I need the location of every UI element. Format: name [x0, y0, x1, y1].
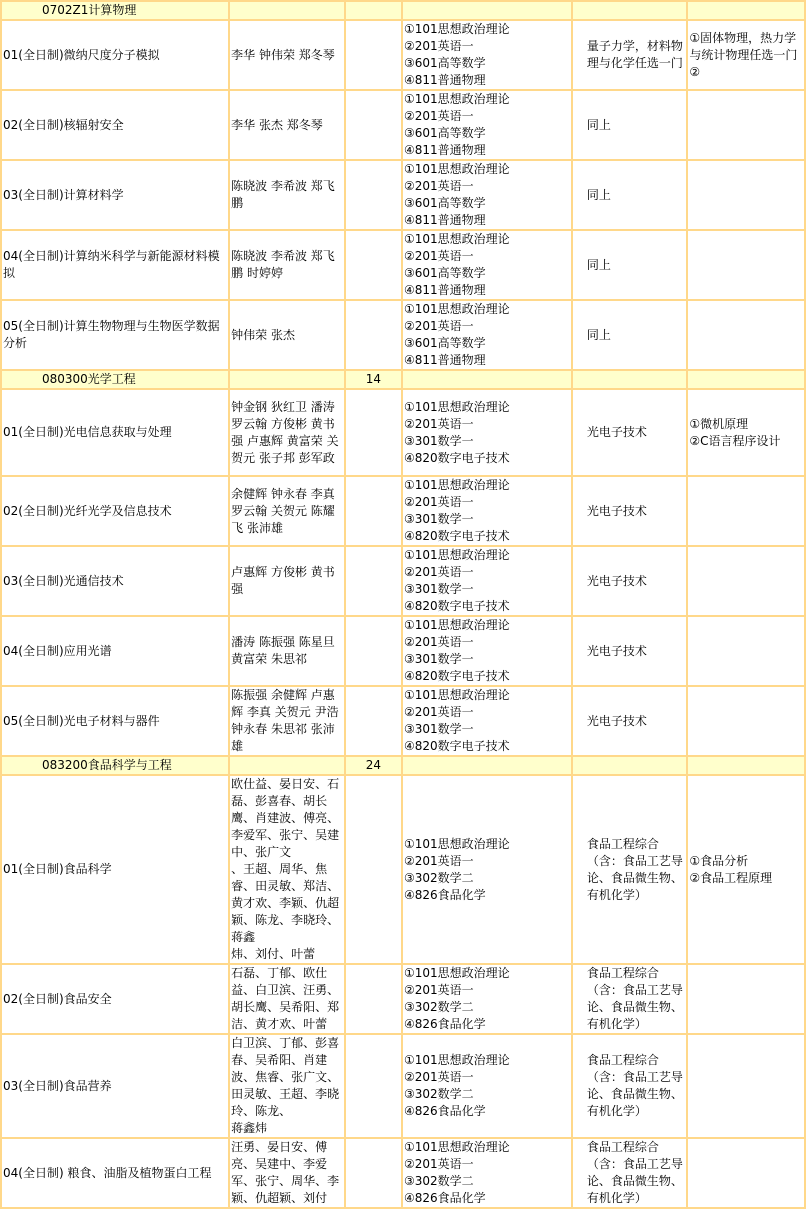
exam-subject: ④820数字电子技术: [403, 669, 510, 683]
exam-subject: ④826食品化学: [403, 1017, 486, 1031]
exam-subjects: [403, 547, 571, 615]
notes: [688, 231, 804, 299]
exam-subject: ②201英语一: [403, 495, 474, 509]
exam-subject: ③302数学二: [403, 1174, 474, 1188]
exam-subject: ②201英语一: [403, 983, 474, 997]
exam-subject: ④820数字电子技术: [403, 450, 510, 465]
exam-subjects: [403, 231, 571, 299]
exam-subject: ④811普通物理: [403, 143, 486, 157]
enrollment-count: 24: [346, 757, 401, 774]
program-header-row: [2, 2, 804, 19]
notes: ①食品分析 ②食品工程原理: [688, 776, 804, 963]
exam-subject: ②201英语一: [403, 1157, 474, 1171]
exam-subject: ①101思想政治理论: [403, 966, 510, 980]
advisors: 陈晓波 李希波 郑飞鹏: [230, 161, 344, 229]
exam-subject: ②201英语一: [403, 39, 474, 53]
advisors: 汪勇、晏日安、傅亮、吴建中、李爱军、张宁、周华、李颖、仇超颖、刘付: [230, 1139, 344, 1207]
notes: [688, 301, 804, 369]
exam-subject: ④826食品化学: [403, 1104, 486, 1118]
advisors: 钟金钢 狄红卫 潘涛 罗云翰 方俊彬 黄书强 卢惠辉 黄富荣 关贺元 张子邦 彭军政: [230, 390, 344, 475]
exam-subject: ②201英语一: [403, 635, 474, 649]
table-row: [2, 161, 804, 229]
program-code: 080300光学工程: [2, 371, 228, 388]
exam-subjects: [403, 776, 571, 963]
table-row: [2, 231, 804, 299]
retest-subject: 食品工程综合（含：食品工艺导论、食品微生物、有机化学）: [573, 1139, 687, 1207]
exam-subjects: [403, 617, 571, 685]
exam-subject: ①101思想政治理论: [403, 399, 510, 414]
exam-subject: ③601高等数学: [403, 266, 486, 280]
exam-subject: ②201英语一: [403, 249, 474, 263]
retest-subject: 光电子技术: [573, 547, 687, 615]
exam-subject: ①101思想政治理论: [403, 22, 510, 36]
exam-subject: ③301数学一: [403, 652, 474, 666]
retest-subject: 同上: [573, 161, 687, 229]
research-direction: 01(全日制)微纳尺度分子模拟: [2, 21, 228, 89]
exam-subject: ①101思想政治理论: [403, 836, 510, 851]
exam-subject: ③301数学一: [403, 582, 474, 596]
advisors: 卢惠辉 方俊彬 黄书强: [230, 547, 344, 615]
program-header-row: [2, 757, 804, 774]
advisors: 余健辉 钟永春 李真 罗云翰 关贺元 陈耀飞 张沛雄: [230, 477, 344, 545]
table-row: [2, 547, 804, 615]
exam-subjects: [403, 91, 571, 159]
research-direction: 02(全日制)食品安全: [2, 965, 228, 1033]
advisors: 陈晓波 李希波 郑飞鹏 时婷婷: [230, 231, 344, 299]
exam-subject: ③301数学一: [403, 512, 474, 526]
table-row: [2, 687, 804, 755]
retest-subject: 食品工程综合（含：食品工艺导论、食品微生物、有机化学）: [573, 965, 687, 1033]
exam-subject: ④820数字电子技术: [403, 599, 510, 613]
notes: [688, 547, 804, 615]
advisors: 李华 钟伟荣 郑冬琴: [230, 21, 344, 89]
table-row: [2, 390, 804, 475]
advisors: 石磊、丁郁、欧仕益、白卫滨、汪勇、胡长鹰、吴希阳、郑洁、黄才欢、叶蕾: [230, 965, 344, 1033]
advisors: 欧仕益、晏日安、石磊、彭喜春、胡长鹰、肖建波、傅亮、李爱军、张宁、吴建中、张广文 、王超、周华、焦睿、田灵敏、郑洁、黄才欢、李颖、仇超颖、陈龙、李晓玲、蒋鑫 炜、刘付、叶蕾: [230, 776, 344, 963]
exam-subject: ①101思想政治理论: [403, 1140, 510, 1154]
exam-subject: ②201英语一: [403, 319, 474, 333]
retest-subject: 同上: [573, 91, 687, 159]
exam-subject: ③302数学二: [403, 1000, 474, 1014]
notes: [688, 687, 804, 755]
exam-subject: ②201英语一: [403, 416, 474, 431]
notes: [688, 161, 804, 229]
table-row: [2, 477, 804, 545]
research-direction: 03(全日制)计算材料学: [2, 161, 228, 229]
research-direction: 04(全日制)应用光谱: [2, 617, 228, 685]
table-row: [2, 776, 804, 963]
exam-subject: ④820数字电子技术: [403, 739, 510, 753]
exam-subject: ④811普通物理: [403, 353, 486, 367]
table-row: [2, 91, 804, 159]
exam-subject: ③302数学二: [403, 1087, 474, 1101]
exam-subjects: [403, 1035, 571, 1137]
research-direction: 02(全日制)核辐射安全: [2, 91, 228, 159]
program-code: 083200食品科学与工程: [2, 757, 228, 774]
enrollment-count: 14: [346, 371, 401, 388]
exam-subject: ①101思想政治理论: [403, 688, 510, 702]
exam-subject: ③601高等数学: [403, 126, 486, 140]
notes: [688, 965, 804, 1033]
exam-subject: ①101思想政治理论: [403, 548, 510, 562]
exam-subject: ④811普通物理: [403, 73, 486, 87]
research-direction: 02(全日制)光纤光学及信息技术: [2, 477, 228, 545]
notes: [688, 1035, 804, 1137]
retest-subject: 食品工程综合（含：食品工艺导论、食品微生物、有机化学）: [573, 776, 687, 963]
research-direction: 04(全日制)计算纳米科学与新能源材料模拟: [2, 231, 228, 299]
exam-subjects: [403, 1139, 571, 1207]
exam-subject: ④811普通物理: [403, 283, 486, 297]
research-direction: 01(全日制)食品科学: [2, 776, 228, 963]
advisors: 陈振强 余健辉 卢惠辉 李真 关贺元 尹浩 钟永春 朱思祁 张沛雄: [230, 687, 344, 755]
research-direction: 05(全日制)计算生物物理与生物医学数据分析: [2, 301, 228, 369]
exam-subject: ③301数学一: [403, 433, 474, 448]
retest-subject: 光电子技术: [573, 477, 687, 545]
exam-subject: ①101思想政治理论: [403, 618, 510, 632]
notes: ①固体物理，热力学与统计物理任选一门 ②: [688, 21, 804, 89]
research-direction: 03(全日制)光通信技术: [2, 547, 228, 615]
exam-subject: ②201英语一: [403, 705, 474, 719]
retest-subject: 同上: [573, 301, 687, 369]
exam-subjects: [403, 301, 571, 369]
notes: [688, 617, 804, 685]
exam-subject: ④811普通物理: [403, 213, 486, 227]
advisors: 李华 张杰 郑冬琴: [230, 91, 344, 159]
retest-subject: 光电子技术: [573, 617, 687, 685]
research-direction: 01(全日制)光电信息获取与处理: [2, 390, 228, 475]
table-row: [2, 1139, 804, 1207]
exam-subject: ③601高等数学: [403, 56, 486, 70]
exam-subject: ①101思想政治理论: [403, 92, 510, 106]
notes: ①微机原理 ②C语言程序设计: [688, 390, 804, 475]
advisors: 钟伟荣 张杰: [230, 301, 344, 369]
enrollment-count: [346, 2, 401, 19]
exam-subject: ①101思想政治理论: [403, 162, 510, 176]
exam-subject: ①101思想政治理论: [403, 1053, 510, 1067]
exam-subject: ④820数字电子技术: [403, 529, 510, 543]
exam-subject: ④826食品化学: [403, 1191, 486, 1205]
exam-subject: ①101思想政治理论: [403, 302, 510, 316]
notes: [688, 91, 804, 159]
advisors: 白卫滨、丁郁、彭喜春、吴希阳、肖建波、焦睿、张广文、田灵敏、王超、李晓玲、陈龙、 蒋鑫炜: [230, 1035, 344, 1137]
research-direction: 03(全日制)食品营养: [2, 1035, 228, 1137]
table-row: [2, 301, 804, 369]
retest-subject: 光电子技术: [573, 390, 687, 475]
exam-subject: ②201英语一: [403, 1070, 474, 1084]
exam-subject: ②201英语一: [403, 565, 474, 579]
table-row: [2, 1035, 804, 1137]
program-code: 0702Z1计算物理: [2, 2, 228, 19]
notes: [688, 477, 804, 545]
retest-subject: 量子力学，材料物理与化学任选一门: [573, 21, 687, 89]
retest-subject: 食品工程综合（含：食品工艺导论、食品微生物、有机化学）: [573, 1035, 687, 1137]
exam-subject: ③302数学二: [403, 870, 474, 885]
exam-subject: ①101思想政治理论: [403, 232, 510, 246]
exam-subject: ③301数学一: [403, 722, 474, 736]
exam-subjects: [403, 161, 571, 229]
exam-subject: ③601高等数学: [403, 336, 486, 350]
exam-subject: ④826食品化学: [403, 887, 486, 902]
exam-subject: ②201英语一: [403, 109, 474, 123]
exam-subjects: [403, 21, 571, 89]
table-row: [2, 965, 804, 1033]
table-row: [2, 21, 804, 89]
exam-subjects: [403, 687, 571, 755]
research-direction: 04(全日制) 粮食、油脂及植物蛋白工程: [2, 1139, 228, 1207]
research-direction: 05(全日制)光电子材料与器件: [2, 687, 228, 755]
advisors: 潘涛 陈振强 陈星旦 黄富荣 朱思祁: [230, 617, 344, 685]
exam-subjects: [403, 477, 571, 545]
exam-subject: ③601高等数学: [403, 196, 486, 210]
exam-subject: ②201英语一: [403, 853, 474, 868]
program-header-row: [2, 371, 804, 388]
retest-subject: 光电子技术: [573, 687, 687, 755]
exam-subjects: [403, 965, 571, 1033]
retest-subject: 同上: [573, 231, 687, 299]
table-row: [2, 617, 804, 685]
exam-subject: ①101思想政治理论: [403, 478, 510, 492]
exam-subject: ②201英语一: [403, 179, 474, 193]
notes: [688, 1139, 804, 1207]
exam-subjects: [403, 390, 571, 475]
